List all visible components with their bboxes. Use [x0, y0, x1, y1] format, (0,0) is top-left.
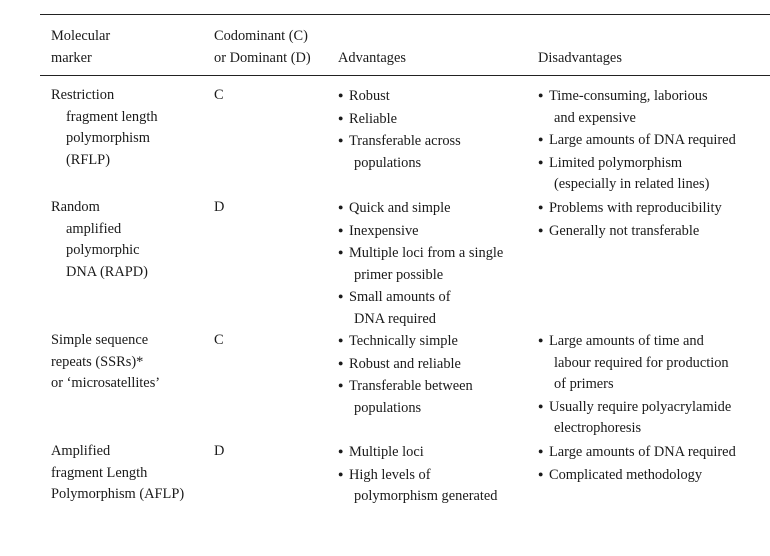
marker-name: Amplified fragment Length Polymorphism (AFLP) — [51, 443, 185, 502]
disadvantages-list — [538, 197, 722, 242]
marker-name: Restriction fragment length polymorphism (RFLP) — [51, 87, 158, 168]
bullet-icon: ● — [338, 468, 344, 479]
header-codominant-dominant: Codominant (C) or Dominant (D) — [214, 28, 311, 66]
disadvantage-item: ● Limited polymorphism (especially in related lines) — [538, 152, 736, 196]
disadvantage-item: ● Large amounts of DNA required — [538, 441, 736, 464]
disadvantage-item: ● Complicated methodology — [538, 464, 736, 487]
marker-type: C — [214, 87, 224, 103]
bullet-icon: ● — [338, 357, 344, 368]
advantage-item: ● Multiple loci — [338, 441, 497, 464]
disadvantages-list — [538, 441, 736, 486]
header-advantages: Advantages — [338, 49, 406, 66]
disadvantage-item: ● Problems with reproducibility — [538, 197, 722, 220]
disadvantage-item: ● Large amounts of time and labour required for production of primers — [538, 330, 731, 396]
disadvantage-item: ● Time-consuming, laborious and expensive — [538, 85, 736, 129]
bullet-icon: ● — [338, 135, 344, 145]
bullet-icon: ● — [538, 400, 544, 411]
advantages-list — [338, 85, 461, 174]
bullet-icon: ● — [538, 90, 544, 100]
marker-type: D — [214, 199, 225, 215]
advantage-item: ● High levels of polymorphism generated — [338, 464, 497, 508]
marker-type: D — [214, 443, 225, 459]
table-top-rule — [40, 14, 770, 15]
marker-name: Random amplified polymorphic DNA (RAPD) — [51, 199, 148, 280]
marker-type: C — [214, 332, 224, 348]
bullet-icon: ● — [538, 202, 544, 212]
bullet-icon: ● — [538, 156, 544, 167]
bullet-icon: ● — [338, 112, 344, 123]
advantage-item: ● Reliable — [338, 108, 461, 131]
advantage-item: ● Transferable across populations — [338, 130, 461, 174]
bullet-icon: ● — [338, 224, 344, 235]
bullet-icon: ● — [538, 224, 544, 235]
disadvantages-list — [538, 85, 736, 196]
advantage-item: ● Multiple loci from a single primer possible — [338, 242, 503, 286]
advantage-item: ● Robust and reliable — [338, 353, 473, 376]
bullet-icon: ● — [338, 90, 344, 100]
header-bottom-rule — [40, 75, 770, 76]
header-disadvantages: Disadvantages — [538, 49, 622, 66]
marker-name: Simple sequence repeats (SSRs)* or ‘microsatellites’ — [51, 332, 161, 391]
advantage-item: ● Inexpensive — [338, 220, 503, 243]
advantage-item: ● Robust — [338, 85, 461, 108]
advantage-item: ● Quick and simple — [338, 197, 503, 220]
advantage-item: ● Technically simple — [338, 330, 473, 353]
bullet-icon: ● — [338, 202, 344, 212]
advantages-list — [338, 197, 503, 330]
bullet-icon: ● — [338, 291, 344, 301]
bullet-icon: ● — [338, 247, 344, 257]
bullet-icon: ● — [538, 446, 544, 456]
disadvantage-item: ● Large amounts of DNA required — [538, 129, 736, 152]
disadvantage-item: ● Generally not transferable — [538, 220, 722, 243]
bullet-icon: ● — [538, 134, 544, 144]
bullet-icon: ● — [538, 468, 544, 479]
advantages-list — [338, 330, 473, 419]
bullet-icon: ● — [338, 380, 344, 390]
disadvantage-item: ● Usually require polyacrylamide electrophoresis — [538, 396, 731, 440]
advantage-item: ● Small amounts of DNA required — [338, 286, 503, 330]
advantage-item: ● Transferable between populations — [338, 375, 473, 419]
bullet-icon: ● — [538, 335, 544, 345]
bullet-icon: ● — [338, 335, 344, 345]
bullet-icon: ● — [338, 446, 344, 456]
header-molecular-marker: Molecular marker — [51, 28, 111, 66]
disadvantages-list — [538, 330, 731, 440]
advantages-list — [338, 441, 497, 508]
